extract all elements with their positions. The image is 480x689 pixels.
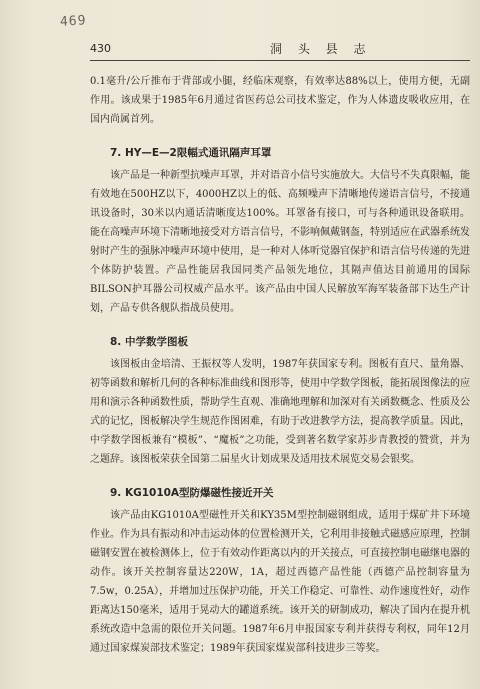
section-heading-8: 8. 中学数学图板 [110,336,188,348]
running-header [90,40,470,61]
handwritten-page-note: 469 [59,13,87,30]
intro-paragraph: 0.1毫升/公斤推布于背部或小腿，经临床观察，有效率达88%以上，使用方便，无副作用。该成果于1985年6月通过省医药总公司技术鉴定，作为人体遗皮吸收应用，在国内尚属首列。 [90,76,470,125]
section-heading-7: 7. HY—E—2限幅式通讯隔声耳罩 [110,147,272,159]
section-heading-9: 9. KG1010A型防爆磁性接近开关 [110,487,274,499]
section-paragraph-7: 该产品是一种新型抗噪声耳罩，并对语音小信号实施放大。大信号不失真限幅，能有效地在500HZ以下，4000HZ以上的低、高频噪声下清晰地传递语言信号，不接通讯设备时，30米以内通话清晰度达100%。耳罩备有接口，可与各种通讯设备联用。能在高噪声环境下清晰地接受对方语言信号，不影响佩戴钢盔，特别适应在武器系统发射时产生的强脉冲噪声环境中使用，是一种对人体听觉器官保护和语言信号传递的先进个体防护装置。产品性能居我国同类产品领先地位，其隔声值达目前通用的国际BILSON护耳器公司权威产品水平。该产品由中国人民解放军海军装备部下达生产计划，产品专供各舰队指战员使用。 [90,170,470,314]
book-title: 洞 头 县 志 [270,42,372,56]
section-paragraph-9: 该产品由KG1010A型磁性开关和KY35M型控制磁钢组成，适用于煤矿井下环境作业。作为具有振动和冲击运动体的位置检测开关，它利用非接触式磁感应原理，控制磁钢安置在被检测体上，位于有效动作距离以内的开关接点，可直接控制电磁继电器的动作。该开关控制容量达220W，1A，超过西德产品性能（西德产品控制容量为7.5w，0.25A），并增加过压保护功能，开关工作稳定、可靠性、动作速度性好，动作距离达150毫米，适用于晃动大的罐道系统。该开关的研制成功，解决了国内在提升机系统改造中急需的限位开关问题。1987年6月申报国家专利并获得专利权，同年12月通过国家煤炭部技术鉴定；1989年获国家煤炭部科技进步三等奖。 [90,510,470,654]
page-number: 430 [90,42,111,55]
body-text [90,72,470,658]
section-paragraph-8: 该图板由金培清、王振权等人发明，1987年获国家专利。图板有直尺、量角器、初等函数和解析几何的各种标准曲线和图形等，使用中学数学图板，能拓展图像法的应用和演示各种函数性质，帮助学生直观、准确地理解和加深对有关函数概念、性质及公式的记忆，图板解决学生规范作图困难，有助于改进教学方法，提高教学质量。因此，中学数学图板兼有“模板”、“魔板”之功能，受到著名数学家苏步青教授的赞赏，并为之题辞。该图板荣获全国第二届星火计划成果及适用技术展览交易会银奖。 [90,359,470,465]
